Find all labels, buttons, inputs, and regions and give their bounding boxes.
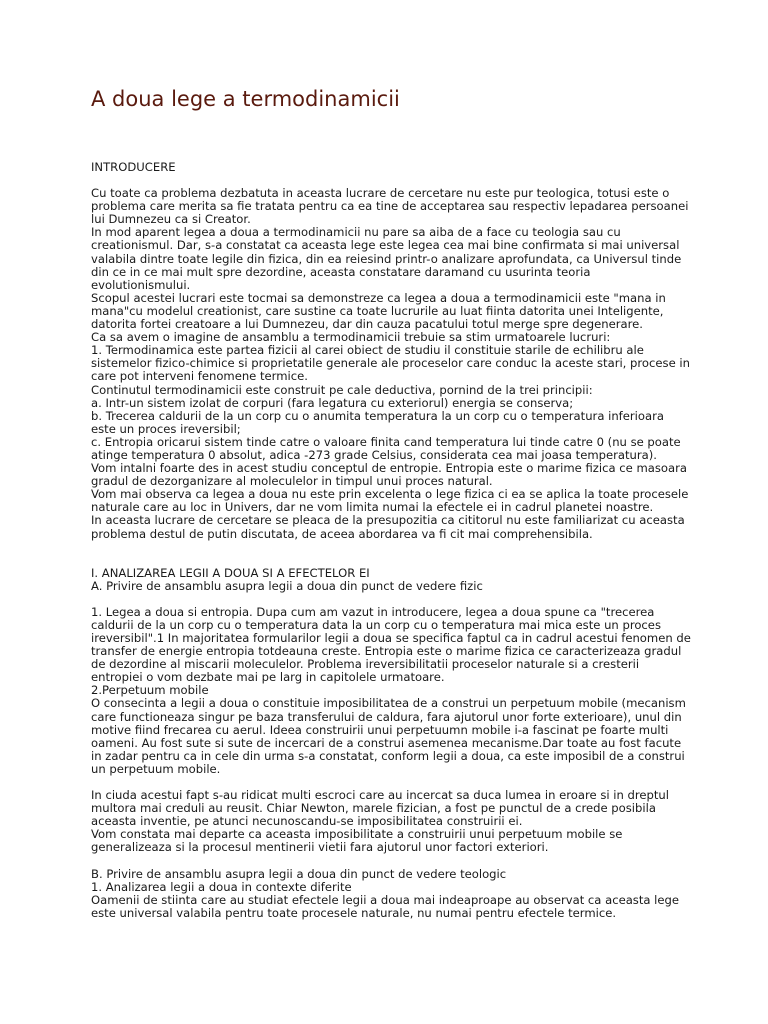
- intro-paragraph: In mod aparent legea a doua a termodinamicii nu pare sa aiba de a face cu teologia sau cu creationismul. Dar, s-a constatat ca aceasta lege este legea cea mai bine confirmata si mai universal valabila dintre toate legile din fizica, din ea reiesind printr-o analizare aprofundata, ca Universul tinde din ce in ce mai mult spre dezordine, aceasta constatare daramand cu usurinta teoria evolutionismului.: [91, 225, 682, 292]
- intro-paragraph: Scopul acestei lucrari este tocmai sa demonstreze ca legea a doua a termodinamicii este "mana in mana"cu modelul creationist, care sustine ca toate lucrurile au luat fiinta datorita unei Inteligente, datorita fortei creatoare a lui Dumnezeu, dar din cauza pacatului totul merge spre degenerare.: [91, 290, 666, 332]
- intro-paragraph: Vom intalni foarte des in acest studiu conceptul de entropie. Entropia este o marime fizica ce masoara gradul de dezorganizare al moleculelor in timpul unui proces natural.: [91, 461, 687, 489]
- section-paragraph: In ciuda acestui fapt s-au ridicat multi escroci care au incercat sa duca lumea in eroare si in dreptul multora mai creduli au reusit. Chiar Newton, marele fizician, a fost pe punctul de a crede posibila aceasta inventie, pe atunci necunoscandu-se imposibilitatea construirii ei.: [91, 788, 669, 829]
- section-paragraph: 1. Legea a doua si entropia. Dupa cum am vazut in introducere, legea a doua spune ca "trecerea caldurii de la un corp cu o temperatura data la un corp cu o temperatura mai mica este un proces ireversibil".1 In majoritatea formularilor legii a doua se specifica faptul ca in cadrul acestui fenomen de transfer de energie entropia totdeauna creste. Entropia este o marime fizica ce caracterizeaza gradul de dezordine al miscarii moleculelor. Problema ireversibilitatii proceselor naturale si a cresterii entropiei o vom dezbate mai pe larg in capitolele urmatoare.: [91, 604, 691, 685]
- intro-paragraph: b. Trecerea caldurii de la un corp cu o anumita temperatura la un corp cu o temperatura inferioara este un proces ireversibil;: [91, 408, 664, 436]
- intro-paragraph: c. Entropia oricarui sistem tinde catre o valoare finita cand temperatura lui tinde catre 0 (nu se poate atinge temperatura 0 absolut, adica -273 grade Celsius, considerata cea mai joasa temperatura).: [91, 434, 681, 462]
- intro-paragraph: In aceasta lucrare de cercetare se pleaca de la presupozitia ca cititorul nu este familiarizat cu aceasta problema destul de putin discutata, de aceea abordarea va fi cit mai comprehensibila.: [91, 513, 685, 541]
- document-page: [91, 84, 691, 920]
- section-paragraph: 2.Perpetuum mobile: [91, 683, 209, 698]
- intro-paragraph: 1. Termodinamica este partea fizicii al carei obiect de studiu il constituie starile de echilibru ale sistemelor fizico-chimice si proprietatile generale ale proceselor care conduc la aceste stari, procese in care pot interveni fenomene termice.: [91, 343, 690, 384]
- subsection-heading: A. Privire de ansamblu asupra legii a doua din punct de vedere fizic: [91, 578, 483, 593]
- intro-paragraph: a. Intr-un sistem izolat de corpuri (fara legatura cu exteriorul) energia se conserva;: [91, 395, 574, 410]
- section-paragraph: Vom constata mai departe ca aceasta imposibilitate a construirii unui perpetuum mobile se generalizeaza si la procesul mentinerii vietii fara ajutorul unor factori exteriori.: [91, 827, 623, 855]
- section-paragraph: Oamenii de stiinta care au studiat efectele legii a doua mai indeaproape au observat ca aceasta lege este universal valabila pentru toate procesele naturale, nu numai pentru efectele termice.: [91, 892, 680, 920]
- section-paragraph: O consecinta a legii a doua o constituie imposibilitatea de a construi un perpetuum mobile (mecanism care functioneaza singur pe baza transferului de caldura, fara ajutorul unor forte exterioare), unul din motive fiind frecarea cu aerul. Ideea construirii unui perpetuumn mobile i-a fascinat pe foarte multi oameni. Au fost sute si sute de incercari de a construi asemenea mecanisme.Dar toate au fost facute in zadar pentru ca in cele din urma s-a constatat, conform legii a doua, ca este imposibil de a construi un perpetuum mobile.: [91, 696, 686, 776]
- subsection-heading: B. Privire de ansamblu asupra legii a doua din punct de vedere teologic: [91, 866, 507, 881]
- intro-paragraph: Cu toate ca problema dezbatuta in aceasta lucrare de cercetare nu este pur teologica, totusi este o problema care merita sa fie tratata pentru ca ea tine de acceptarea sau respectiv lepadarea persoanei lui Dumnezeu ca si Creator.: [91, 186, 689, 227]
- section-paragraph: 1. Analizarea legii a doua in contexte diferite: [91, 879, 352, 894]
- intro-heading: INTRODUCERE: [91, 160, 176, 174]
- section-heading: I. ANALIZAREA LEGII A DOUA SI A EFECTELOR EI: [91, 565, 370, 580]
- intro-paragraph: Continutul termodinamicii este construit pe cale deductiva, pornind de la trei principii:: [91, 382, 593, 397]
- document-title: A doua lege a termodinamicii: [91, 87, 400, 111]
- intro-paragraph: Ca sa avem o imagine de ansamblu a termodinamicii trebuie sa stim urmatoarele lucruri:: [91, 330, 611, 345]
- intro-paragraph: Vom mai observa ca legea a doua nu este prin excelenta o lege fizica ci ea se aplica la toate procesele naturale care au loc in Univers, dar ne vom limita numai la efectele ei in cadrul planetei noastre.: [91, 487, 689, 515]
